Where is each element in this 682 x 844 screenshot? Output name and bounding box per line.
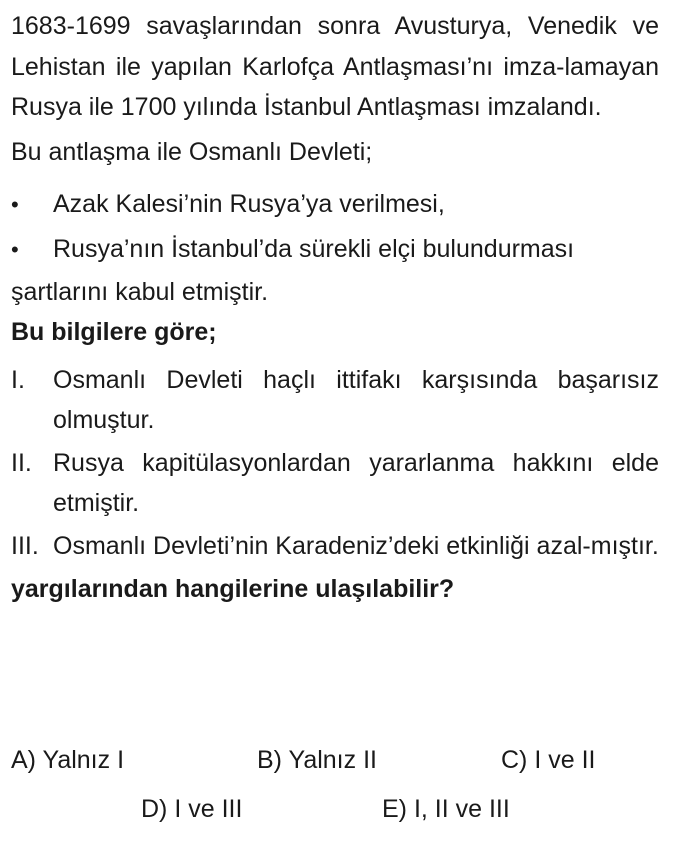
condition-list (11, 182, 659, 272)
statement-text: Osmanlı Devleti’nin Karadeniz’deki etkinliği azal-mıştır. (53, 531, 659, 560)
statement-item (11, 526, 659, 566)
conclusion-sentence: şartlarını kabul etmiştir. (11, 277, 269, 306)
intro-paragraph: 1683-1699 savaşlarından sonra Avusturya, Venedik ve Lehistan ile yapılan Karlofça Antlaşması’nı imza-lamayan Rusya ile 1700 yılında İstanbul Antlaşması imzalandı. (11, 12, 659, 121)
condition-text: Rusya’nın İstanbul’da sürekli elçi bulundurması (53, 234, 575, 263)
statement-numeral: I. (11, 365, 25, 394)
statement-numeral: III. (11, 531, 39, 560)
bullet-icon: • (11, 236, 19, 262)
statement-numeral: II. (11, 448, 32, 477)
option-d[interactable]: D) I ve III (141, 795, 243, 823)
question-sentence: yargılarından hangilerine ulaşılabilir? (11, 574, 455, 603)
prompt-heading: Bu bilgilere göre; (11, 317, 217, 346)
bullet-icon: • (11, 191, 19, 217)
statement-text: Rusya kapitülasyonlardan yararlanma hakkını elde etmiştir. (53, 448, 659, 517)
condition-text: Azak Kalesi’nin Rusya’ya verilmesi, (53, 189, 445, 218)
condition-item (11, 182, 659, 227)
lead-sentence: Bu antlaşma ile Osmanlı Devleti; (11, 137, 373, 166)
statement-item (11, 443, 659, 523)
option-e[interactable]: E) I, II ve III (382, 795, 510, 823)
condition-item (11, 227, 659, 272)
option-a[interactable]: A) Yalnız I (11, 746, 125, 774)
option-b[interactable]: B) Yalnız II (257, 746, 377, 774)
option-c[interactable]: C) I ve II (501, 746, 596, 774)
answer-options (11, 740, 659, 840)
statement-list (11, 360, 659, 566)
question-card (11, 0, 659, 609)
statement-text: Osmanlı Devleti haçlı ittifakı karşısında başarısız olmuştur. (53, 365, 659, 434)
statement-item (11, 360, 659, 440)
